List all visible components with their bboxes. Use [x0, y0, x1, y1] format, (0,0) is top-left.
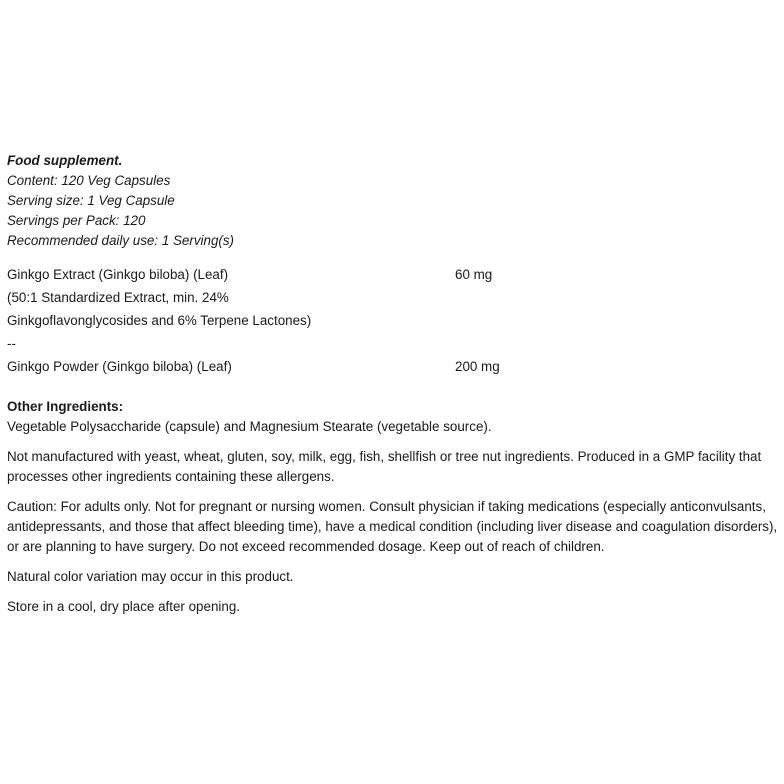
storage-instructions: Store in a cool, dry place after opening.	[7, 599, 240, 614]
ingredient-name: Ginkgoflavonglycosides and 6% Terpene Lactones)	[7, 313, 312, 328]
supplement-title: Food supplement.	[7, 153, 123, 168]
other-ingredients-heading: Other Ingredients:	[7, 399, 124, 414]
ingredient-amount: 200 mg	[455, 359, 500, 374]
table-row	[7, 263, 527, 286]
table-row	[7, 286, 527, 309]
ingredient-amount	[455, 332, 527, 355]
ingredient-facts-table	[7, 263, 527, 378]
table-row	[7, 332, 527, 355]
product-description	[7, 151, 779, 617]
table-row	[7, 309, 527, 332]
recommended-use-line: Recommended daily use: 1 Serving(s)	[7, 233, 235, 248]
serving-size-line: Serving size: 1 Veg Capsule	[7, 193, 175, 208]
other-ingredients-text: Vegetable Polysaccharide (capsule) and Magnesium Stearate (vegetable source).	[7, 419, 492, 434]
ingredient-name: Ginkgo Powder (Ginkgo biloba) (Leaf)	[7, 359, 232, 374]
table-row	[7, 355, 527, 378]
color-variation-note: Natural color variation may occur in this product.	[7, 569, 294, 584]
ingredient-amount	[455, 286, 527, 309]
caution-statement: Caution: For adults only. Not for pregnant or nursing women. Consult physician if taking medications (especially anticonvulsants, antidepressants, and those that affect bleeding time), have a medical condition (including liver disease and coagulation disorders), or are planning to have surgery. Do not exceed recommended dosage. Keep out of reach of children.	[7, 499, 778, 554]
ingredient-separator: --	[7, 336, 16, 351]
supplement-intro	[7, 151, 779, 251]
servings-per-pack-line: Servings per Pack: 120	[7, 213, 146, 228]
ingredient-amount	[455, 309, 527, 332]
ingredient-name: Ginkgo Extract (Ginkgo biloba) (Leaf)	[7, 267, 229, 282]
ingredient-amount: 60 mg	[455, 267, 493, 282]
ingredient-name: (50:1 Standardized Extract, min. 24%	[7, 290, 229, 305]
allergen-statement: Not manufactured with yeast, wheat, gluten, soy, milk, egg, fish, shellfish or tree nut ingredients. Produced in a GMP facility that processes other ingredients containing these allergens.	[7, 449, 762, 484]
content-line: Content: 120 Veg Capsules	[7, 173, 171, 188]
